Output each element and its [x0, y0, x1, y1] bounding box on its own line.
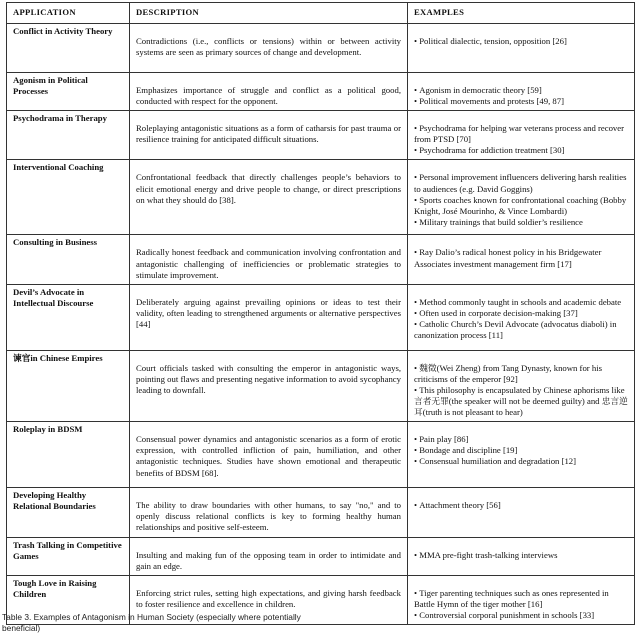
example-item: • Personal improvement influencers delivering harsh realities to audiences (e.g. David Goggins) [414, 172, 628, 194]
examples-cell [408, 24, 635, 73]
description-cell: Roleplaying antagonistic situations as a form of catharsis for past trauma or resilience training for anticipated difficult situations. [130, 111, 408, 160]
header-application: APPLICATION [7, 3, 130, 24]
table-row [7, 24, 635, 73]
example-item: • Attachment theory [56] [414, 500, 628, 511]
examples-cell [408, 488, 635, 537]
application-cell: Conflict in Activity Theory [7, 24, 130, 73]
description-cell: The ability to draw boundaries with other humans, to say "no," and to openly discuss relational conflicts is key to forming healthy human relationships and positive self-esteem. [130, 488, 408, 537]
example-item: • Political movements and protests [49, 87] [414, 96, 628, 107]
application-cell: Devil’s Advocate in Intellectual Discourse [7, 284, 130, 350]
description-cell: Consensual power dynamics and antagonistic scenarios as a form of erotic expression, with controlled infliction of pain, humiliation, and other antagonistic techniques. Studies have shown emotional and therapeutic benefits of BDSM [68]. [130, 422, 408, 488]
application-cell: Psychodrama in Therapy [7, 111, 130, 160]
example-item: • Military trainings that build soldier’s resilience [414, 217, 628, 228]
examples-cell [408, 537, 635, 575]
examples-cell [408, 111, 635, 160]
examples-cell [408, 235, 635, 284]
description-cell: Deliberately arguing against prevailing opinions or ideas to test their validity, often leading to strengthened arguments or alternative perspectives [44] [130, 284, 408, 350]
example-item: • Psychodrama for helping war veterans process and recover from PTSD [70] [414, 123, 628, 145]
examples-cell [408, 160, 635, 235]
table-row [7, 73, 635, 111]
example-item: • Often used in corporate decision-making [37] [414, 308, 628, 319]
example-item: • Tiger parenting techniques such as ones represented in Battle Hymn of the tiger mother [16] [414, 588, 628, 610]
antagonism-table [6, 2, 635, 625]
application-cell: Developing Healthy Relational Boundaries [7, 488, 130, 537]
application-cell: Interventional Coaching [7, 160, 130, 235]
examples-cell [408, 350, 635, 421]
table-row [7, 537, 635, 575]
example-item: • Political dialectic, tension, opposition [26] [414, 36, 628, 47]
table-row [7, 235, 635, 284]
application-cell: 谏官in Chinese Empires [7, 350, 130, 421]
table-row [7, 111, 635, 160]
application-cell: Agonism in Political Processes [7, 73, 130, 111]
example-item: • Ray Dalio’s radical honest policy in his Bridgewater Associates investment management firm [17] [414, 247, 628, 269]
description-cell: Emphasizes importance of struggle and conflict as a political good, conducted with respect for the opponent. [130, 73, 408, 111]
header-examples: EXAMPLES [408, 3, 635, 24]
table-row [7, 488, 635, 537]
description-cell: Confrontational feedback that directly challenges people’s behaviors to elicit emotional energy and drive people to change, or direct prescriptions on what they should do [38]. [130, 160, 408, 235]
header-description: DESCRIPTION [130, 3, 408, 24]
examples-cell [408, 575, 635, 624]
table-row [7, 284, 635, 350]
description-cell: Contradictions (i.e., conflicts or tensions) within or between activity systems are seen as primary sources of change and development. [130, 24, 408, 73]
example-item: • This philosophy is encapsulated by Chinese aphorisms like 言者无罪(the speaker will not be deemed guilty) and 忠言逆耳(truth is not pleasant to hear) [414, 385, 628, 418]
examples-cell [408, 73, 635, 111]
examples-cell [408, 422, 635, 488]
description-cell: Insulting and making fun of the opposing team in order to intimidate and gain an edge. [130, 537, 408, 575]
application-cell: Trash Talking in Competitive Games [7, 537, 130, 575]
example-item: • Method commonly taught in schools and academic debate [414, 297, 628, 308]
table-body [7, 24, 635, 625]
example-item: • Catholic Church’s Devil Advocate (advocatus diaboli) in canonization process [11] [414, 319, 628, 341]
example-item: • Controversial corporal punishment in schools [33] [414, 610, 628, 621]
example-item: • Psychodrama for addiction treatment [30] [414, 145, 628, 156]
table-caption: Table 3. Examples of Antagonism in Human Society (especially where potentially beneficial) [2, 612, 301, 633]
example-item: • Consensual humiliation and degradation [12] [414, 456, 628, 467]
application-cell: Tough Love in Raising Children [7, 575, 130, 624]
example-item: • Pain play [86] [414, 434, 628, 445]
example-item: • Agonism in democratic theory [59] [414, 85, 628, 96]
table-row [7, 160, 635, 235]
table-row [7, 350, 635, 421]
table-row [7, 422, 635, 488]
description-cell: Radically honest feedback and communication involving confrontation and antagonistic challenging of inefficiencies or problematic strategies to stimulate improvement. [130, 235, 408, 284]
description-cell: Enforcing strict rules, setting high expectations, and giving harsh feedback to foster resilience and excellence in children. [130, 575, 408, 624]
example-item: • 魏徵(Wei Zheng) from Tang Dynasty, known for his criticisms of the emperor [92] [414, 363, 628, 385]
table-header-row [7, 3, 635, 24]
description-cell: Court officials tasked with consulting the emperor in antagonistic ways, pointing out flaws and presenting negative information to avoid sycophancy leading to downfall. [130, 350, 408, 421]
application-cell: Roleplay in BDSM [7, 422, 130, 488]
example-item: • Bondage and discipline [19] [414, 445, 628, 456]
example-item: • MMA pre-fight trash-talking interviews [414, 550, 628, 561]
example-item: • Sports coaches known for confrontational coaching (Bobby Knight, José Mourinho, & Vince Lombardi) [414, 195, 628, 217]
examples-cell [408, 284, 635, 350]
application-cell: Consulting in Business [7, 235, 130, 284]
